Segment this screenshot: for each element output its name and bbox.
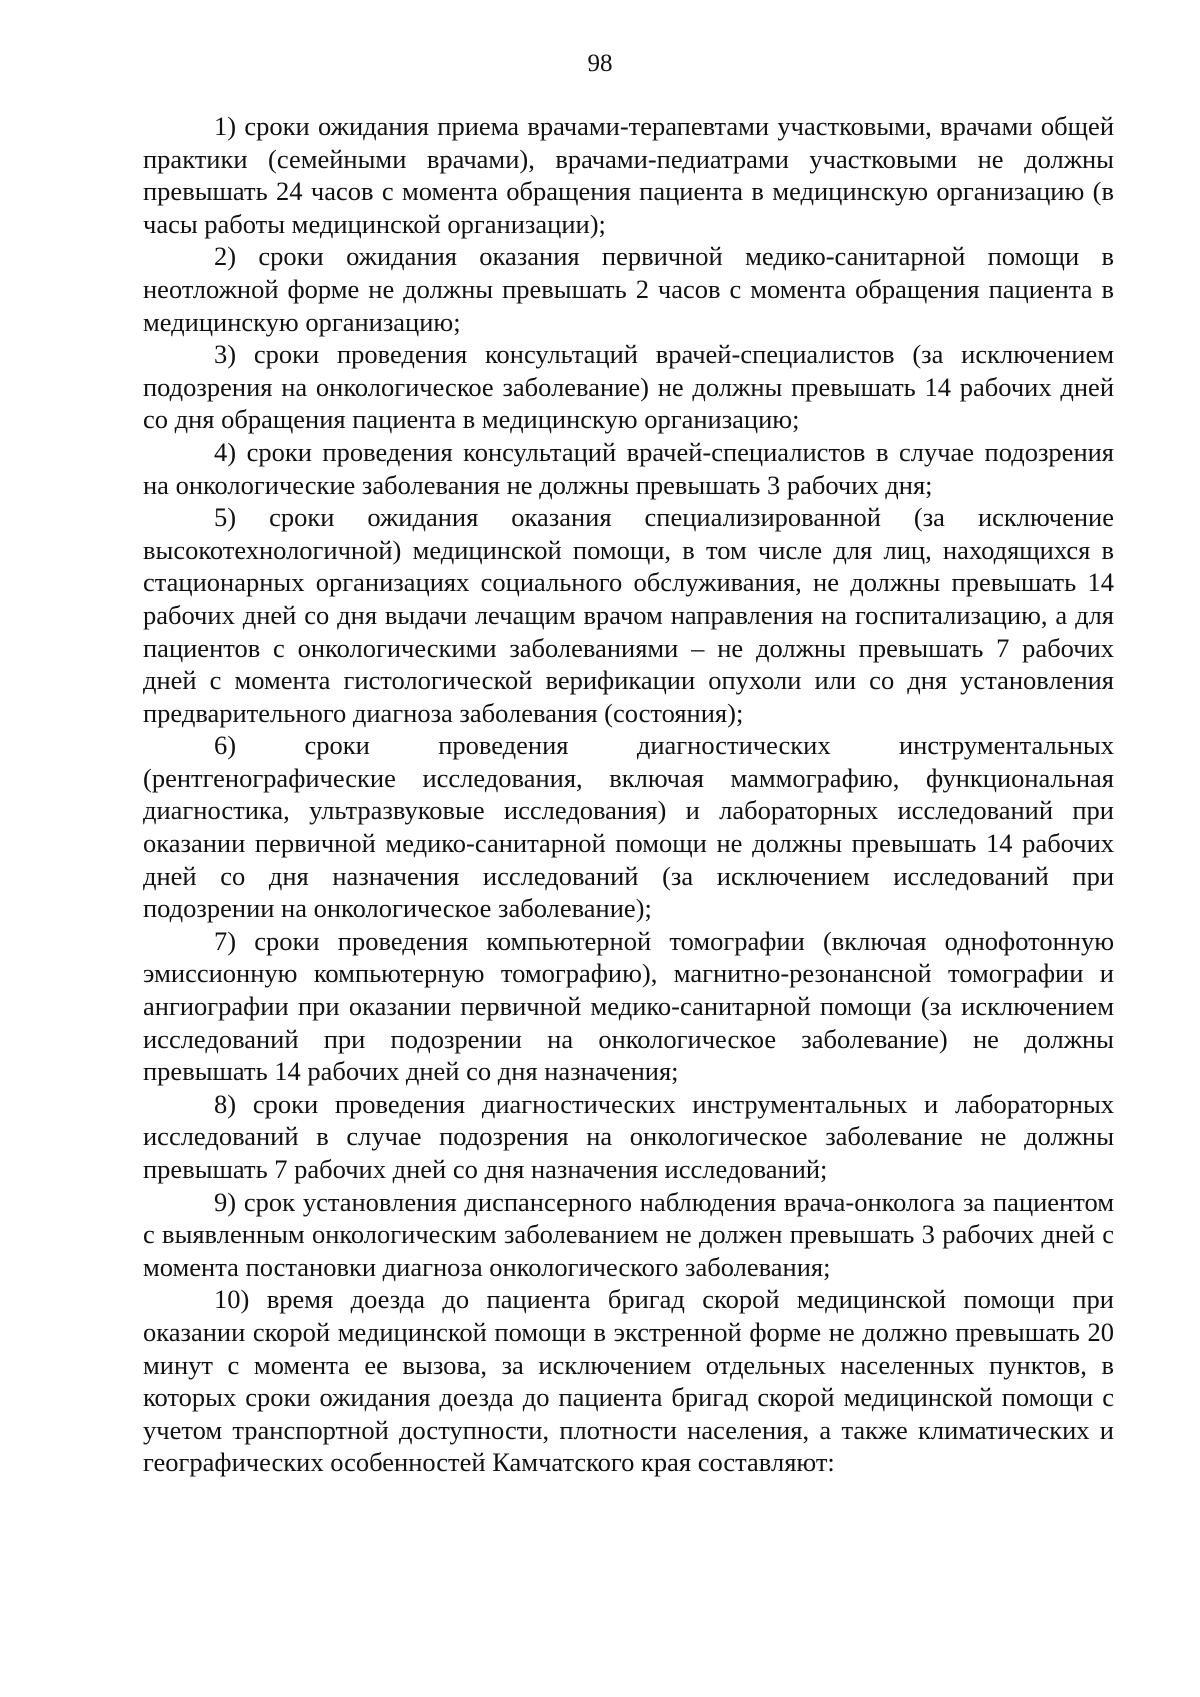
list-item-3: 3) сроки проведения консультаций врачей-специалистов (за исключением подозрения на онкологическое заболевание) не должны превышать 14 рабочих дней со дня обращения пациента в медицинскую организацию; [143, 339, 1114, 435]
page-number: 98 [587, 50, 613, 77]
document-body [143, 110, 1114, 1479]
list-item-10: 10) время доезда до пациента бригад скорой медицинской помощи при оказании скорой медицинской помощи в экстренной форме не должно превышать 20 минут с момента ее вызова, за исключением отдельных населенных пунктов, в которых сроки ожидания доезда до пациента бригад скорой медицинской помощи с учетом транспортной доступности, плотности населения, а также климатических и географических особенностей Камчатского края составляют: [143, 1284, 1114, 1478]
list-item-9: 9) срок установления диспансерного наблюдения врача-онколога за пациентом с выявленным онкологическим заболеванием не должен превышать 3 рабочих дней с момента постановки диагноза онкологического заболевания; [143, 1186, 1114, 1282]
list-item-6: 6) сроки проведения диагностических инструментальных (рентгенографические исследования, включая маммографию, функциональная диагностика, ультразвуковые исследования) и лабораторных исследований при оказании первичной медико-санитарной помощи не должны превышать 14 рабочих дней со дня назначения исследований (за исключением исследований при подозрении на онкологическое заболевание); [143, 730, 1114, 924]
list-item-7: 7) сроки проведения компьютерной томографии (включая однофотонную эмиссионную компьютерную томографию), магнитно-резонансной томографии и ангиографии при оказании первичной медико-санитарной помощи (за исключением исследований при подозрении на онкологическое заболевание) не должны превышать 14 рабочих дней со дня назначения; [143, 925, 1114, 1087]
list-item-8: 8) сроки проведения диагностических инструментальных и лабораторных исследований в случае подозрения на онкологическое заболевание не должны превышать 7 рабочих дней со дня назначения исследований; [143, 1088, 1114, 1184]
list-item-4: 4) сроки проведения консультаций врачей-специалистов в случае подозрения на онкологические заболевания не должны превышать 3 рабочих дня; [143, 436, 1114, 500]
list-item-5: 5) сроки ожидания оказания специализированной (за исключение высокотехнологичной) медицинской помощи, в том числе для лиц, находящихся в стационарных организациях социального обслуживания, не должны превышать 14 рабочих дней со дня выдачи лечащим врачом направления на госпитализацию, а для пациентов с онкологическими заболеваниями – не должны превышать 7 рабочих дней с момента гистологической верификации опухоли или со дня установления предварительного диагноза заболевания (состояния); [143, 502, 1114, 728]
list-item-1: 1) сроки ожидания приема врачами-терапевтами участковыми, врачами общей практики (семейными врачами), врачами-педиатрами участковыми не должны превышать 24 часов с момента обращения пациента в медицинскую организацию (в часы работы медицинской организации); [143, 111, 1114, 239]
list-item-2: 2) сроки ожидания оказания первичной медико-санитарной помощи в неотложной форме не должны превышать 2 часов с момента обращения пациента в медицинскую организацию; [143, 241, 1114, 337]
